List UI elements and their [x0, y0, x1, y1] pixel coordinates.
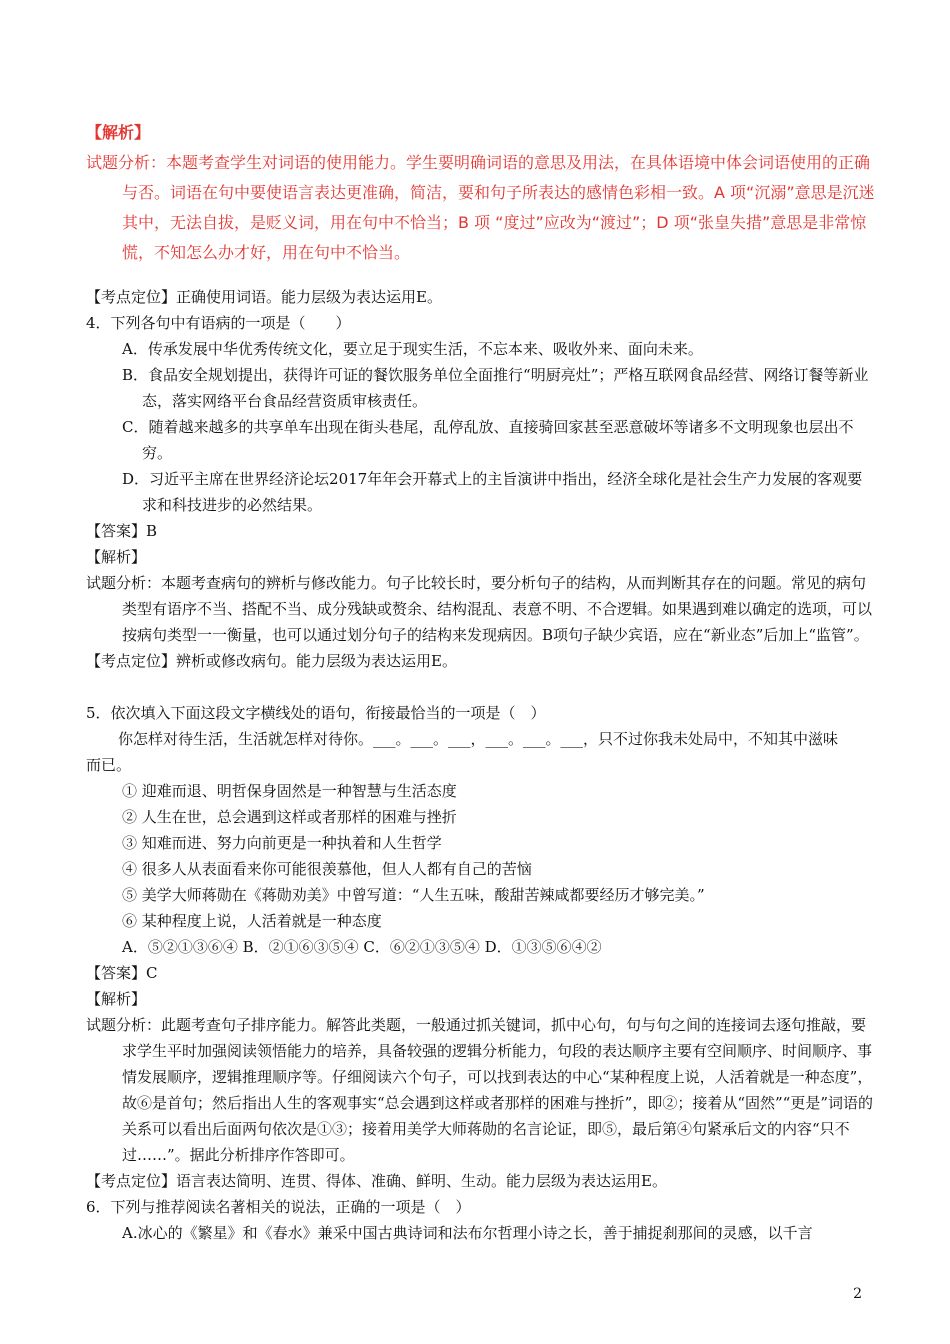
- analysis-text: 试题分析：此题考查句子排序能力。解答此类题，一般通过抓关键词，抓中心句，句与句之间的连接词去逐句推敲，要求学生平时加强阅读领悟能力的培养，具备较强的逻辑分析能力，句段的表达顺序主要有空间顺序、时间顺序、事情发展顺序，逻辑推理顺序等。仔细阅读六个句子，可以找到表达的中心“某种程度上说，人活着就是一种态度”，故⑥是首句；然后指出人生的客观事实“总会遇到这样或者那样的困难与挫折”，即②；接着从“固然”“更是”词语的关系可以看出后面两句依次是①③；接着用美学大师蒋勋的名言论证，即⑤，最后第④句紧承后文的内容“只不过……”。据此分析排序作答即可。: [86, 1016, 874, 1164]
- passage-line-1: 你怎样对待生活，生活就怎样对待你。___。___。___，___。___。___，只不过你我未处局中，不知其中滋味: [118, 730, 839, 748]
- answer: 【答案】C: [86, 964, 158, 982]
- analysis-block-q3: [86, 118, 876, 268]
- kaodian: 【考点定位】语言表达简明、连贯、得体、准确、鲜明、生动。能力层级为表达运用E。: [86, 1172, 667, 1190]
- jiexi-label: 【解析】: [86, 123, 151, 142]
- item-6: ⑥ 某种程度上说，人活着就是一种态度: [122, 912, 382, 930]
- analysis-text: 试题分析：本题考查病句的辨析与修改能力。句子比较长时，要分析句子的结构，从而判断其存在的问题。常见的病句类型有语序不当、搭配不当、成分残缺或赘余、结构混乱、表意不明、不合逻辑。如果遇到难以确定的选项，可以按病句类型一一衡量，也可以通过划分句子的结构来发现病因。B项句子缺少宾语，应在“新业态”后加上“监管”。: [86, 574, 873, 644]
- item-3: ③ 知难而进、努力向前更是一种执着和人生哲学: [122, 834, 442, 852]
- option-a: A．传承发展中华优秀传统文化，要立足于现实生活，不忘本来、吸收外来、面向未来。: [122, 340, 703, 358]
- item-2: ② 人生在世，总会遇到这样或者那样的困难与挫折: [122, 808, 457, 826]
- options-list: [86, 336, 876, 518]
- option-a-q6: [86, 1220, 876, 1246]
- answer: 【答案】B: [86, 522, 158, 540]
- item-1: ① 迎难而退、明哲保身固然是一种智慧与生活态度: [122, 782, 457, 800]
- passage: [86, 726, 876, 752]
- item-4: ④ 很多人从表面看来你可能很羡慕他，但人人都有自己的苦恼: [122, 860, 532, 878]
- question-block-q4: [86, 284, 876, 674]
- question-stem: 4．下列各句中有语病的一项是（ ）: [86, 314, 351, 332]
- page-number: 2: [853, 1286, 862, 1302]
- choices: A．⑤②①③⑥④ B．②①⑥③⑤④ C．⑥②①③⑤④ D．①③⑤⑥④②: [122, 938, 602, 956]
- option-a-text: A.冰心的《繁星》和《春水》兼采中国古典诗词和法布尔哲理小诗之长，善于捕捉刹那间的灵感，以千言: [122, 1224, 813, 1242]
- jiexi-label: 【解析】: [86, 548, 147, 566]
- analysis-text: 试题分析：本题考查学生对词语的使用能力。学生要明确词语的意思及用法，在具体语境中体会词语使用的正确与否。词语在句中要使语言表达更准确，简洁，要和句子所表达的感情色彩相一致。A 项“沉溺”意思是沉迷其中，无法自拔，是贬义词，用在句中不恰当；B 项 “度过”应改为“渡过”；D 项“张皇失措”意思是非常惊慌，不知怎么办才好，用在句中不恰当。: [86, 153, 875, 262]
- passage-line-2: 而已。: [86, 756, 132, 774]
- question-stem: 5．依次填入下面这段文字横线处的语句，衔接最恰当的一项是（ ）: [86, 704, 546, 722]
- kaodian-q3: 【考点定位】正确使用词语。能力层级为表达运用E。: [86, 288, 442, 306]
- item-5: ⑤ 美学大师蒋勋在《蒋勋劝美》中曾写道：“人生五味，酸甜苦辣咸都要经历才够完美。”: [122, 886, 705, 904]
- sentence-items: [86, 778, 876, 960]
- option-c: C．随着越来越多的共享单车出现在街头巷尾，乱停乱放、直接骑回家甚至恶意破坏等诸多不文明现象也层出不穷。: [122, 418, 854, 462]
- option-b: B．食品安全规划提出，获得许可证的餐饮服务单位全面推行“明厨亮灶”；严格互联网食品经营、网络订餐等新业态，落实网络平台食品经营资质审核责任。: [122, 366, 869, 410]
- jiexi-label: 【解析】: [86, 990, 147, 1008]
- kaodian: 【考点定位】辨析或修改病句。能力层级为表达运用E。: [86, 652, 457, 670]
- question-block-q5: [86, 700, 876, 1246]
- option-d: D．习近平主席在世界经济论坛2017年年会开幕式上的主旨演讲中指出，经济全球化是社会生产力发展的客观要求和科技进步的必然结果。: [122, 470, 863, 514]
- question-stem-q6: 6．下列与推荐阅读名著相关的说法，正确的一项是（ ）: [86, 1198, 471, 1216]
